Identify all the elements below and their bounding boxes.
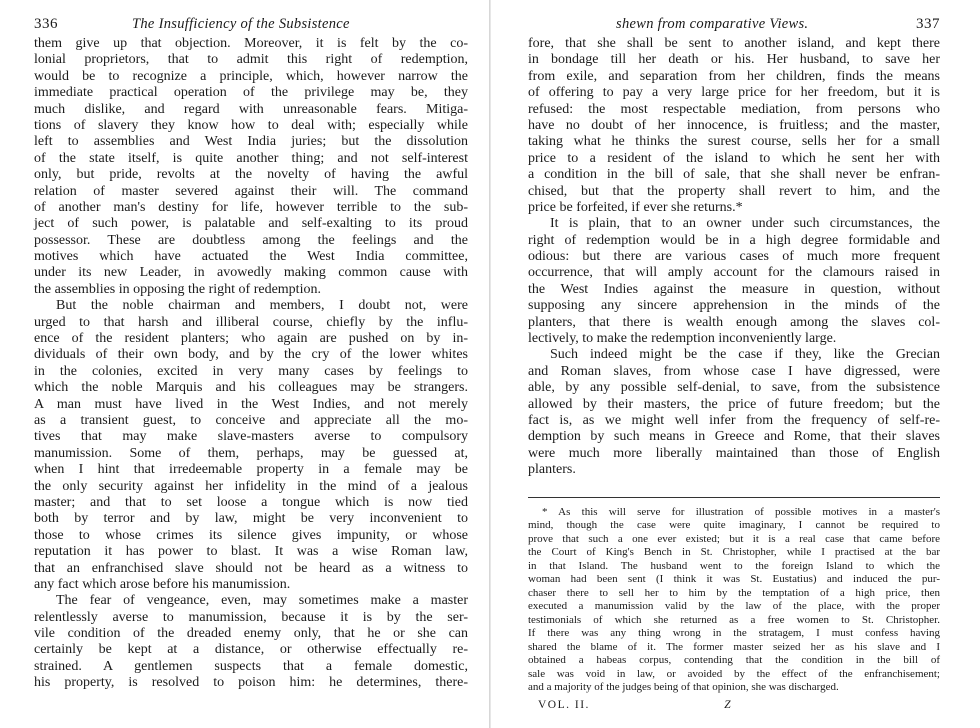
- volume-label: VOL. II.: [538, 698, 590, 711]
- footnote-line: sale was void in law, or avoided by the effect of the enfranchisement;: [528, 667, 940, 680]
- text-line: motives which have actuated the West India committee,: [34, 249, 468, 265]
- text-line: tives that may make slave-masters averse to compulsory: [34, 429, 468, 445]
- text-line: a condition in the bill of sale, that she shall never be enfran-: [528, 167, 940, 183]
- text-line: demption by such means in Greece and Rome, that their slaves: [528, 429, 940, 445]
- footnote-line: obtained a habeas corpus, contending that the condition in the bill of: [528, 654, 940, 667]
- text-line: certainly be kept at a distance, or otherwise effectually re-: [34, 642, 468, 658]
- text-line: refused: the most respectable mediation, from persons who: [528, 101, 940, 117]
- text-line: vile condition of the dreaded enemy only, that he or she can: [34, 626, 468, 642]
- text-line: under its new Leader, in avowedly making common cause with: [34, 265, 468, 281]
- text-line: right of redemption would be in a high degree formidable and: [528, 232, 940, 248]
- right-page-body: [528, 36, 940, 479]
- footnote-line: prove that such a one ever existed; but it is a real case that came before: [528, 532, 940, 545]
- text-line: supposing any sincere apprehension in the minds of the: [528, 298, 940, 314]
- text-line: ject of such power, is palatable and self-exalting to its proud: [34, 216, 468, 232]
- text-line: much dislike, and regard with unreasonable fears. Mitiga-: [34, 101, 468, 117]
- text-line: the West Indies against the measure in question, without: [528, 281, 940, 297]
- left-page-body: [34, 36, 468, 692]
- text-line: A man must have lived in the West Indies, and not merely: [34, 396, 468, 412]
- text-line: allowed by their masters, the price of future freedom; but the: [528, 396, 940, 412]
- text-line: Such indeed might be the case if they, like the Grecian: [550, 347, 940, 363]
- text-line: them give up that objection. Moreover, it is felt by the co-: [34, 36, 468, 51]
- text-line: It is plain, that to an owner under such circumstances, the: [550, 216, 940, 232]
- footnote-line: woman had been sent (I think it was St. Eustatius) and induced the pur-: [528, 573, 940, 586]
- text-line: dividuals of their own body, and by the cry of the lower whites: [34, 347, 468, 363]
- text-line: ence of the resident planters; who again are pushed on by in-: [34, 331, 468, 347]
- text-line: as a transient guest, to conceive and appreciate all the mo-: [34, 412, 468, 428]
- text-line: taking what he thinks the surest course, sells her for a small: [528, 134, 940, 150]
- text-line: lectively, to make the redemption inconveniently large.: [528, 331, 837, 347]
- text-line: chised, but that the property shall revert to him, and the: [528, 183, 940, 199]
- text-line: fore, that she shall be sent to another island, and kept there: [528, 36, 940, 51]
- text-line: in bondage till her death or his. Her husband, to save her: [528, 52, 940, 68]
- text-line: relentlessly averse to manumission, because it is by the ser-: [34, 609, 468, 625]
- signature-line: [528, 697, 940, 713]
- text-line: odious: but there are various cases of much more frequent: [528, 249, 940, 265]
- footnote-line: the Court of King's Bench in St. Christopher, while I practised at the bar: [528, 546, 940, 559]
- page-number: 337: [916, 16, 940, 32]
- footnote-line: chaser there to sell her to him by the temptation of a high price, then: [528, 586, 940, 599]
- signature-mark: Z: [724, 698, 733, 711]
- text-line: his property, is resolved to poison him: he determines, there-: [34, 675, 468, 691]
- text-line: reputation it has power to blast. It was a wise Roman law,: [34, 544, 468, 560]
- text-line: only, but pride, revolts at the novelty of having the awful: [34, 167, 468, 183]
- text-line: were much more liberally maintained than those of English: [528, 445, 940, 461]
- right-page-header: [528, 12, 940, 36]
- footnote-line: If there was any thing wrong in the stratagem, I must confess having: [528, 627, 940, 640]
- text-line: manumission. Some of them, perhaps, may be guessed at,: [34, 445, 468, 461]
- text-line: price to a resident of the island to which he sent her with: [528, 150, 940, 166]
- page-number: 336: [34, 16, 58, 32]
- text-line: able, by any possible self-denial, to save, from the subsistence: [528, 380, 940, 396]
- text-line: strained. A gentlemen suspects that a female domestic,: [34, 658, 468, 674]
- text-line: tions of slavery they know how to deal with; especially while: [34, 117, 468, 133]
- text-line: immediate practical operation of the privilege may be, they: [34, 85, 468, 101]
- text-line: those to whose crimes its silence gives impunity, or whose: [34, 527, 468, 543]
- text-line: price be forfeited, if ever she returns.*: [528, 199, 743, 215]
- text-line: the assemblies in opposing the right of redemption.: [34, 281, 321, 297]
- footnote-line: shared the blame of it. The former master seized her as his slave and I: [528, 640, 940, 653]
- text-line: which the noble Marquis and his colleagues may be strangers.: [34, 380, 468, 396]
- footnote-line: testimonials of which she returned as a free women to St. Christopher.: [528, 613, 940, 626]
- text-line: master; and that to set loose a tongue which is now tied: [34, 494, 468, 510]
- text-line: would be to recognize a principle, which, however narrow the: [34, 68, 468, 84]
- text-line: the only security against her infidelity in the mind of a jealous: [34, 478, 468, 494]
- text-line: when I hint that irredeemable property in a female may be: [34, 462, 468, 478]
- text-line: have no doubt of her innocence, is fruitless; and the master,: [528, 117, 940, 133]
- text-line: planters.: [528, 462, 576, 478]
- text-line: occurrence, that will amply account for the clamours raised in: [528, 265, 940, 281]
- footnote-line: and a majority of the judges being of that opinion, she was discharged.: [528, 681, 839, 694]
- text-line: relation of master severed against their will. The command: [34, 183, 468, 199]
- footnote-rule: [528, 497, 940, 498]
- left-page-header: [34, 12, 468, 36]
- text-line: of offering to pay a very large price for her freedom, but it is: [528, 85, 940, 101]
- text-line: from exile, and separation from her children, finds the means: [528, 68, 940, 84]
- footnote-line: * As this will serve for illustration of possible motives in a master's: [542, 505, 940, 518]
- text-line: urged to that harsh and illiberal course, chiefly by the influ-: [34, 314, 468, 330]
- text-line: planters, that there is wealth enough among the slaves col-: [528, 314, 940, 330]
- text-line: fact is, as we might well infer from the frequency of self-re-: [528, 412, 940, 428]
- text-line: possessor. These are doubtless among the feelings and the: [34, 232, 468, 248]
- text-line: lonial proprietors, that to admit this right of redemption,: [34, 52, 468, 68]
- text-line: The fear of vengeance, even, may sometimes make a master: [56, 593, 468, 609]
- text-line: any fact which arose before his manumission.: [34, 576, 291, 592]
- text-line: left to assemblies and West India juries; but the dissolution: [34, 134, 468, 150]
- running-head: The Insufficiency of the Subsistence: [132, 16, 350, 32]
- text-line: that an enfranchised slave should not be heard as a witness to: [34, 560, 468, 576]
- footnote: [528, 506, 940, 695]
- footnote-line: in that Island. The husband went to the foreign Island to which the: [528, 559, 940, 572]
- footnote-line: mind, though the case were quite imaginary, I cannot be required to: [528, 519, 940, 532]
- text-line: both by terror and by law, might be very inconvenient to: [34, 511, 468, 527]
- footnote-line: executed a manumission valid by the law of the place, with the proper: [528, 600, 940, 613]
- text-line: of another man's destiny for life, however terrible to the sub-: [34, 199, 468, 215]
- text-line: and Roman slaves, from whose case I have digressed, were: [528, 363, 940, 379]
- running-head: shewn from comparative Views.: [616, 16, 809, 32]
- text-line: in the colonies, excited in very many cases by feelings to: [34, 363, 468, 379]
- text-line: But the noble chairman and members, I doubt not, were: [56, 298, 468, 314]
- right-page: [490, 0, 980, 728]
- text-line: of the state itself, is quite another thing; and not self-interest: [34, 150, 468, 166]
